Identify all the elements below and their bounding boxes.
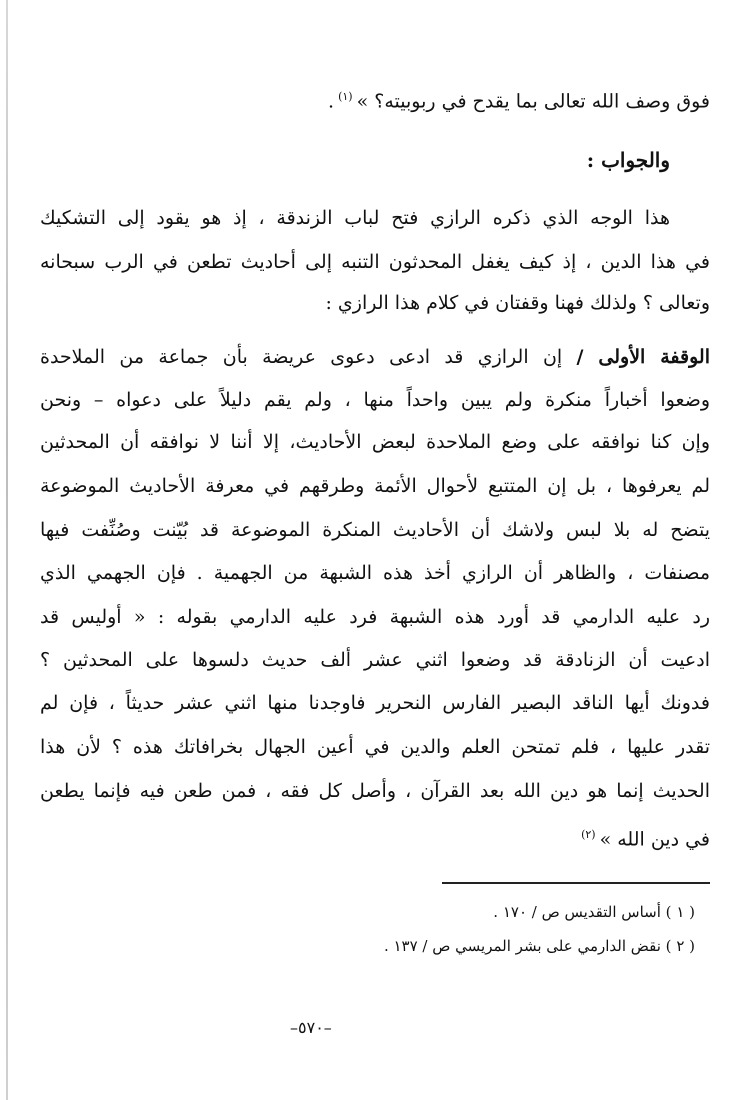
footnote-1: ( ١ ) أساس التقديس ص / ١٧٠ . bbox=[493, 903, 695, 921]
paragraph-2-line-5: يتضح له بلا لبس ولاشك أن الأحاديث المنكرة الموضوعة قد بُيّنت وصُنِّفت فيها bbox=[40, 519, 710, 541]
paragraph-2-line-8: ادعيت أن الزنادقة قد وضعوا اثني عشر ألف حديث دلسوها على المحدثين ؟ bbox=[40, 649, 710, 671]
paragraph-2-line-3: وإن كنا نوافقه على وضع الملاحدة لبعض الأحاديث، إلا أننا لا نوافقه أن المحدثين bbox=[40, 431, 710, 453]
paragraph-2-line-7: رد عليه الدارمي قد أورد هذه الشبهة فرد عليه الدارمي بقوله : « أوليس قد bbox=[40, 606, 710, 628]
paragraph-2-line-11: الحديث إنما هو دين الله بعد القرآن ، وأصل كل فقه ، فمن طعن فيه فإنما يطعن bbox=[40, 780, 710, 802]
paragraph-2-line-12 bbox=[40, 820, 710, 854]
footnote-2: ( ٢ ) نقض الدارمي على بشر المريسي ص / ١٣٧ . bbox=[383, 937, 695, 955]
paragraph-2-line-1-body: إن الرازي قد ادعى دعوى عريضة بأن جماعة من الملاحدة bbox=[40, 346, 563, 368]
footnote-ref-2: (٢) bbox=[581, 828, 596, 841]
footnote-ref-1: (١) bbox=[338, 90, 353, 103]
book-page bbox=[40, 0, 720, 1100]
text-line-1-body: فوق وصف الله تعالى بما يقدح في ربوبيته؟ » bbox=[356, 90, 710, 113]
paragraph-2-line-2: وضعوا أخباراً منكرة ولم يبين واحداً منها ، ولم يقم دليلاً على دعواه – ونحن bbox=[40, 389, 710, 411]
footnote-separator bbox=[442, 882, 710, 884]
first-pause-label: الوقفة الأولى / bbox=[576, 346, 710, 368]
paragraph-1-line-1: هذا الوجه الذي ذكره الرازي فتح لباب الزندقة ، إذ هو يقود إلى التشكيك bbox=[40, 207, 670, 229]
paragraph-2-line-6: مصنفات ، والظاهر أن الرازي أخذ هذه الشبهة من الجهمية . فإن الجهمي الذي bbox=[40, 562, 710, 584]
paragraph-1-line-3: وتعالى ؟ ولذلك فهنا وقفتان في كلام هذا الرازي : bbox=[325, 292, 710, 314]
text-line-1 bbox=[40, 82, 710, 116]
page-number: –٥٧٠– bbox=[290, 1018, 332, 1037]
paragraph-1-line-2: في هذا الدين ، إذ كيف يغفل المحدثون التنبه إلى أحاديث تطعن في الرب سبحانه bbox=[40, 251, 710, 273]
paragraph-2-line-10: تقدر عليها ، فلم تمتحن العلم والدين في أعين الجهال بخرافاتك هذه ؟ لأن هذا bbox=[40, 736, 710, 758]
paragraph-2-line-4: لم يعرفوها ، بل إن المتتبع لأحوال الأئمة وطرقهم في معرفة الأحاديث الموضوعة bbox=[40, 475, 710, 497]
answer-heading: والجواب : bbox=[586, 148, 670, 172]
paragraph-2-line-12-body: في دين الله » bbox=[599, 828, 710, 851]
scan-edge-line bbox=[6, 0, 8, 1100]
paragraph-2-line-1 bbox=[40, 342, 710, 372]
paragraph-2-line-9: فدونك أيها الناقد البصير الفارس النحرير فاوجدنا منها اثني عشر حديثاً ، فإن لم bbox=[40, 692, 710, 714]
text-line-1-end: . bbox=[328, 90, 335, 113]
